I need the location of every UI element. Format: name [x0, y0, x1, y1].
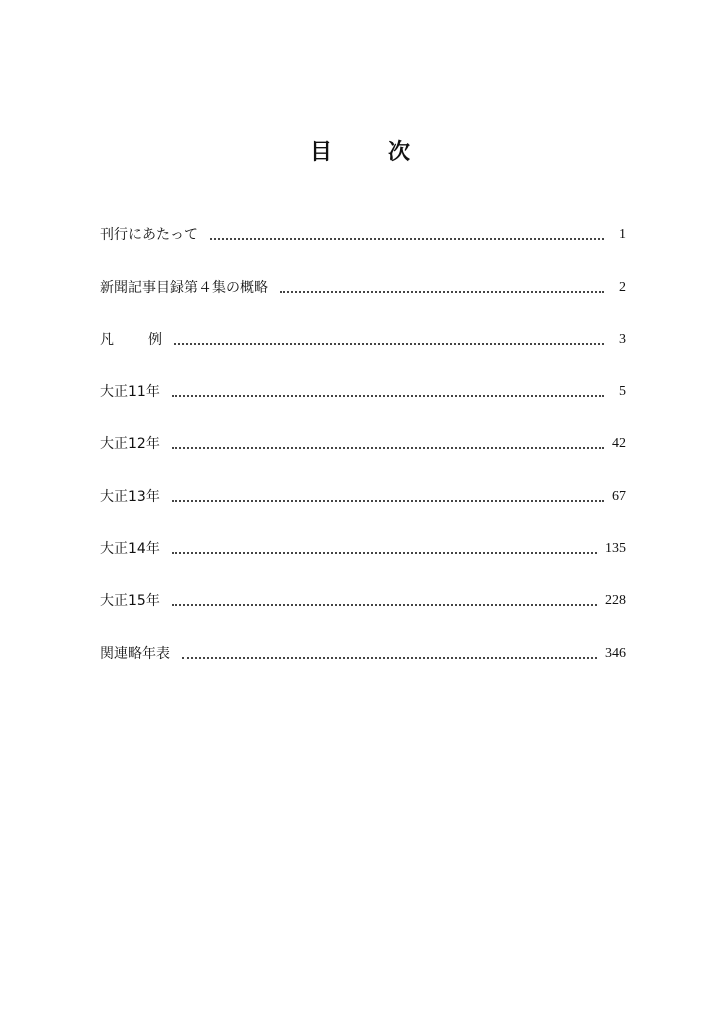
toc-entry-label: 大正15年	[100, 593, 160, 610]
toc-entry-label-b: 例	[148, 331, 162, 348]
toc-entry-page: 135	[605, 541, 626, 557]
toc-entry-legend[interactable]	[100, 315, 626, 367]
toc-entry-page: 2	[619, 279, 626, 295]
toc-entry-taisho-13[interactable]	[100, 471, 626, 523]
toc-entry-taisho-11[interactable]	[100, 367, 626, 419]
toc-entry-label: 大正12年	[100, 436, 160, 453]
toc-leader-dots	[172, 447, 604, 449]
table-of-contents	[100, 210, 626, 681]
toc-entry-chronology[interactable]	[100, 628, 626, 680]
toc-entry-page: 228	[605, 593, 626, 609]
toc-entry-page: 5	[619, 384, 626, 400]
toc-entry-overview[interactable]	[100, 262, 626, 314]
toc-entry-label-a: 凡	[100, 331, 114, 348]
toc-entry-label: 新聞記事目録第４集の概略	[100, 279, 268, 296]
toc-leader-dots	[172, 500, 604, 502]
title-char-2: 次	[388, 140, 411, 165]
toc-leader-dots	[172, 395, 604, 397]
toc-leader-dots	[280, 291, 604, 293]
toc-entry-taisho-15[interactable]	[100, 576, 626, 628]
toc-entry-page: 3	[619, 331, 626, 347]
page-title	[0, 138, 720, 168]
toc-leader-dots	[182, 657, 597, 659]
toc-entry-preface[interactable]	[100, 210, 626, 262]
toc-entry-page: 346	[605, 645, 626, 661]
title-char-1: 目	[310, 140, 333, 165]
toc-entry-label	[100, 331, 174, 349]
toc-entry-page: 1	[619, 227, 626, 243]
toc-entry-label: 関連略年表	[100, 645, 170, 662]
toc-entry-taisho-14[interactable]	[100, 524, 626, 576]
toc-entry-taisho-12[interactable]	[100, 419, 626, 471]
toc-entry-page: 42	[612, 436, 626, 452]
toc-leader-dots	[172, 552, 597, 554]
toc-entry-label: 大正13年	[100, 488, 160, 505]
toc-entry-label: 大正14年	[100, 541, 160, 558]
toc-leader-dots	[174, 343, 604, 345]
toc-entry-label: 刊行にあたって	[100, 227, 198, 244]
toc-entry-label: 大正11年	[100, 384, 160, 401]
toc-leader-dots	[210, 238, 604, 240]
toc-entry-page: 67	[612, 488, 626, 504]
toc-leader-dots	[172, 604, 597, 606]
